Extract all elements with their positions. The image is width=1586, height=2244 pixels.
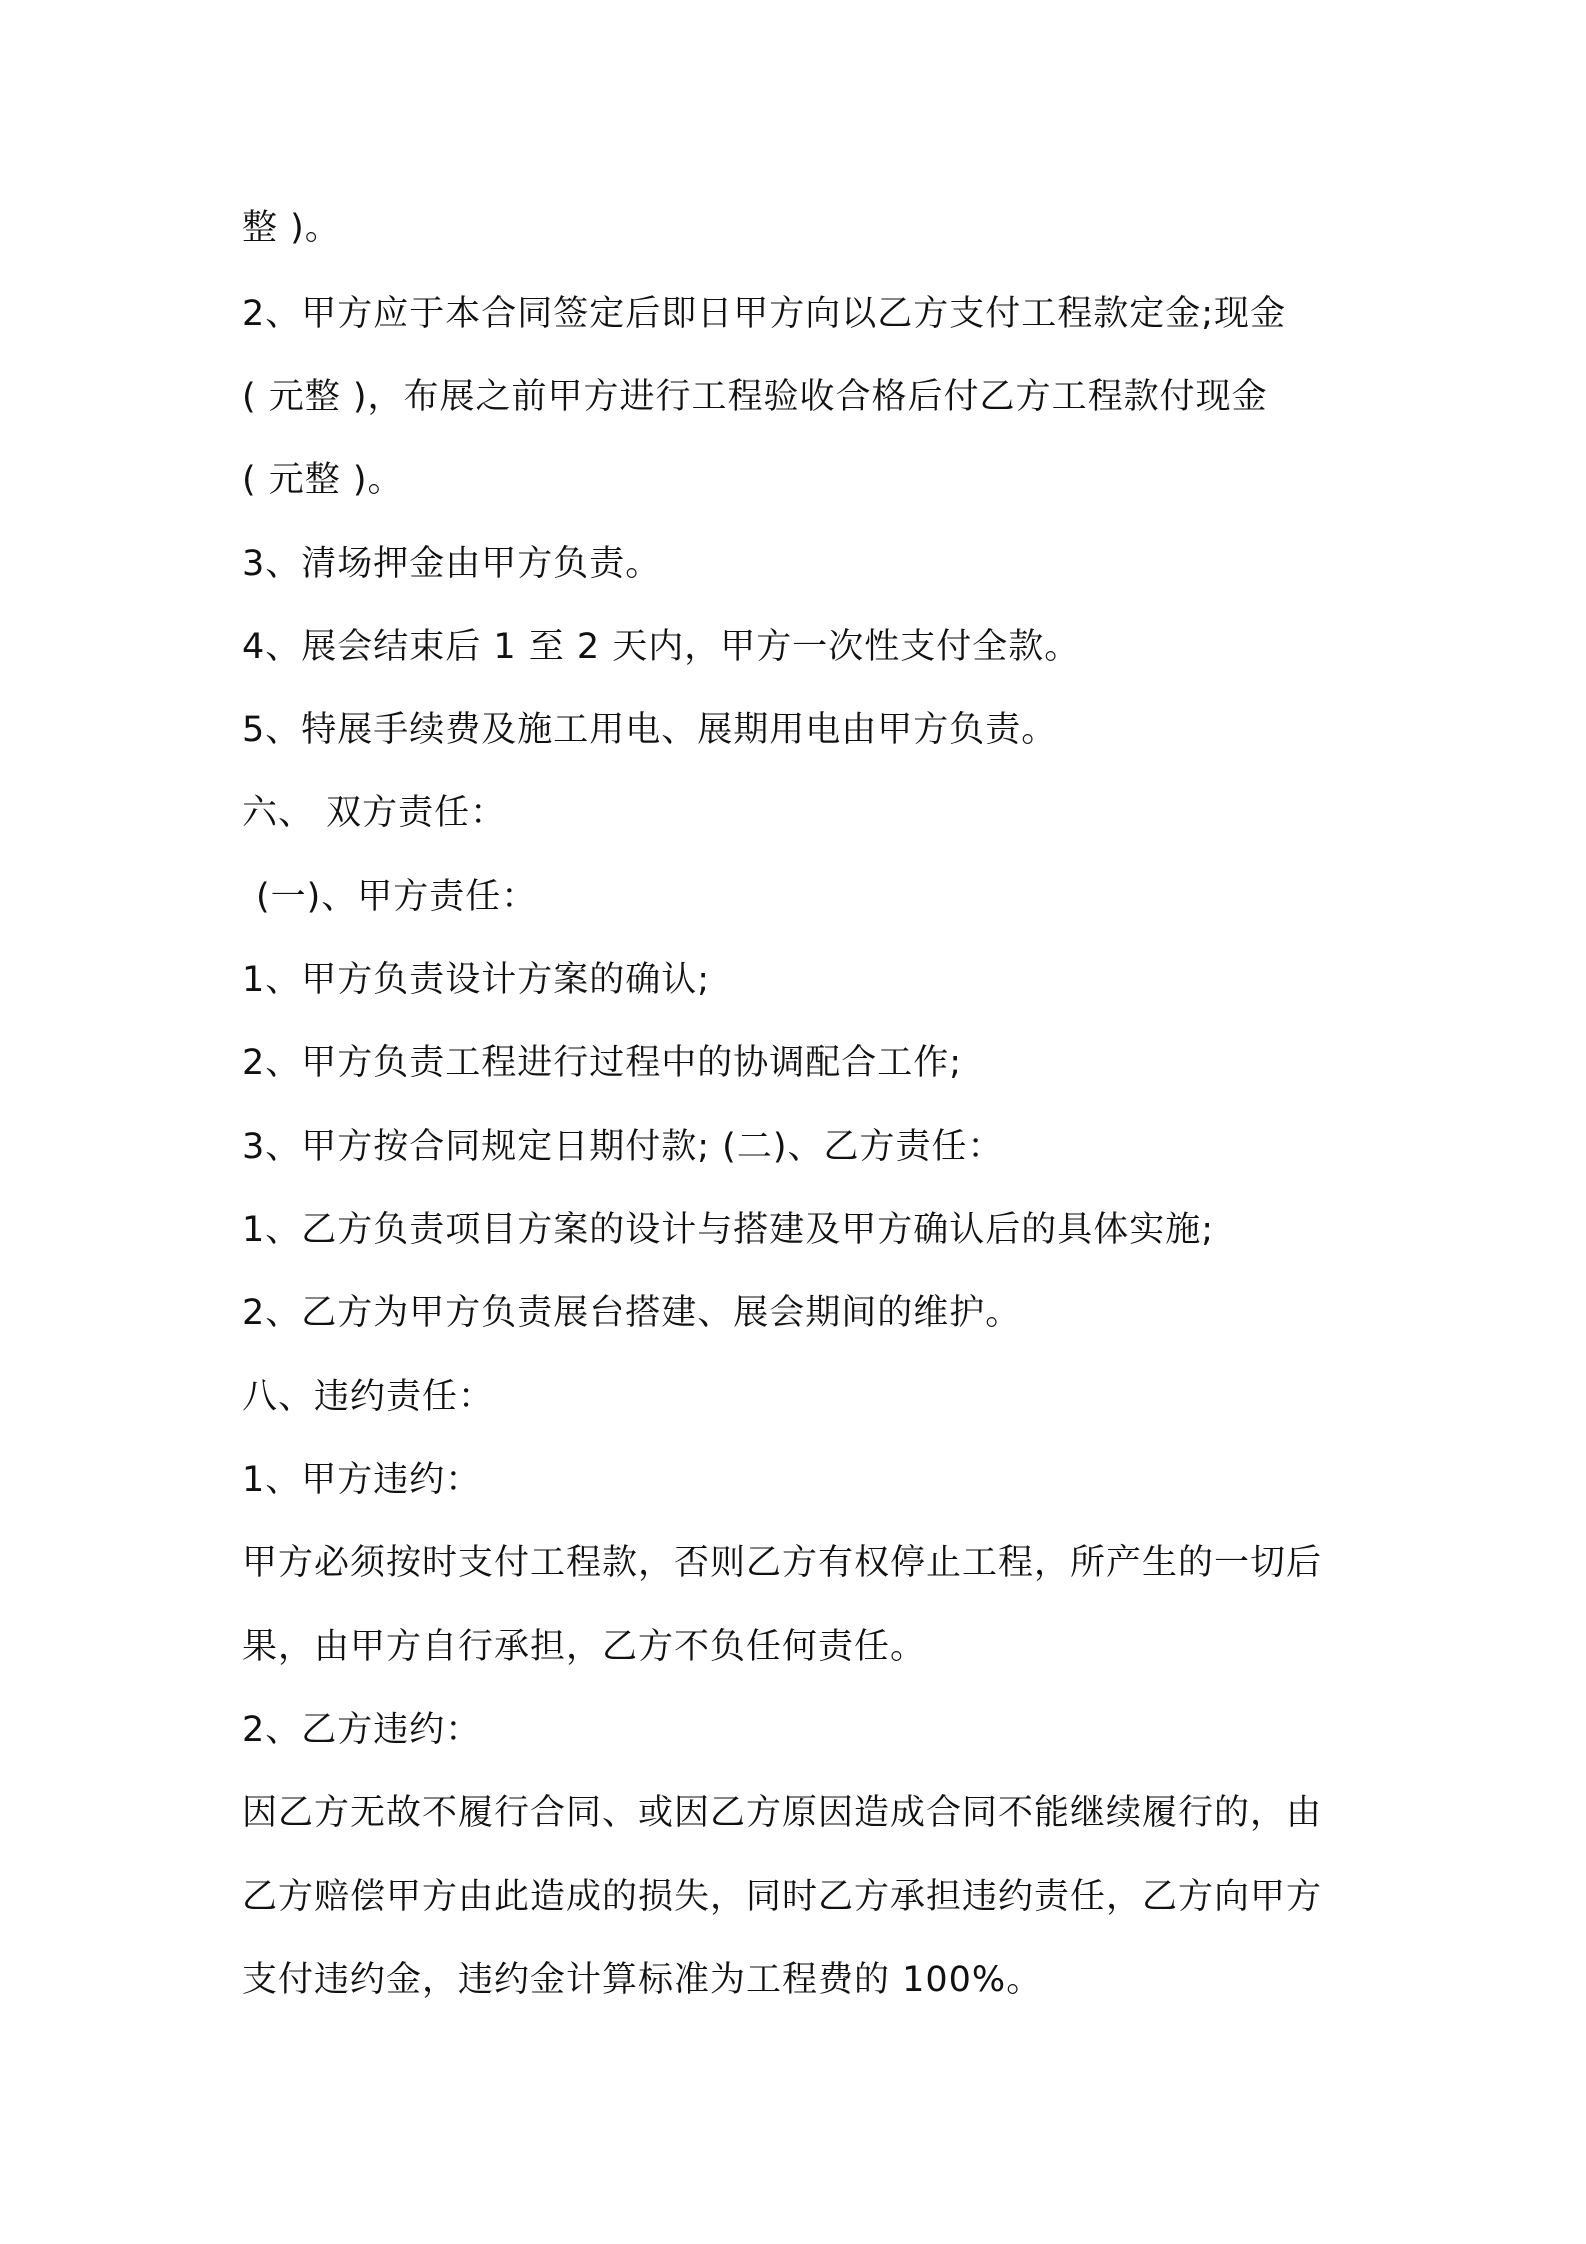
text-line: 2、乙方为甲方负责展台搭建、展会期间的维护。 xyxy=(242,1293,1022,1333)
text-line: 3、甲方按合同规定日期付款; (二)、乙方责任： xyxy=(242,1127,1004,1167)
text-line: 5、特展手续费及施工用电、展期用电由甲方负责。 xyxy=(242,710,1058,750)
section-heading: 六、 双方责任： xyxy=(242,793,507,833)
text-line: 乙方赔偿甲方由此造成的损失，同时乙方承担违约责任，乙方向甲方 xyxy=(242,1877,1323,1917)
text-line: 1、甲方负责设计方案的确认; xyxy=(242,960,711,1000)
text-line: ( 元整 )，布展之前甲方进行工程验收合格后付乙方工程款付现金 xyxy=(242,377,1268,417)
text-line: 1、甲方违约： xyxy=(242,1460,482,1500)
section-heading: 八、违约责任： xyxy=(242,1377,495,1417)
text-line: 果，由甲方自行承担，乙方不负任何责任。 xyxy=(242,1627,927,1667)
text-line: 3、清场押金由甲方负责。 xyxy=(242,544,662,584)
text-line: 4、展会结束后 1 至 2 天内，甲方一次性支付全款。 xyxy=(242,627,1081,667)
text-line: ( 元整 )。 xyxy=(242,460,404,500)
text-line: 2、甲方负责工程进行过程中的协调配合工作; xyxy=(242,1043,963,1083)
text-line: 2、乙方违约： xyxy=(242,1710,482,1750)
text-line: 2、甲方应于本合同签定后即日甲方向以乙方支付工程款定金;现金 xyxy=(242,294,1287,334)
text-line: 整 )。 xyxy=(242,208,341,248)
text-line: 甲方必须按时支付工程款，否则乙方有权停止工程，所产生的一切后 xyxy=(242,1543,1323,1583)
subsection-heading: (一)、甲方责任： xyxy=(256,877,538,917)
text-line: 1、乙方负责项目方案的设计与搭建及甲方确认后的具体实施; xyxy=(242,1210,1215,1250)
text-line: 因乙方无故不履行合同、或因乙方原因造成合同不能继续履行的，由 xyxy=(242,1793,1323,1833)
text-line: 支付违约金，违约金计算标准为工程费的 100%。 xyxy=(242,1960,1043,2000)
